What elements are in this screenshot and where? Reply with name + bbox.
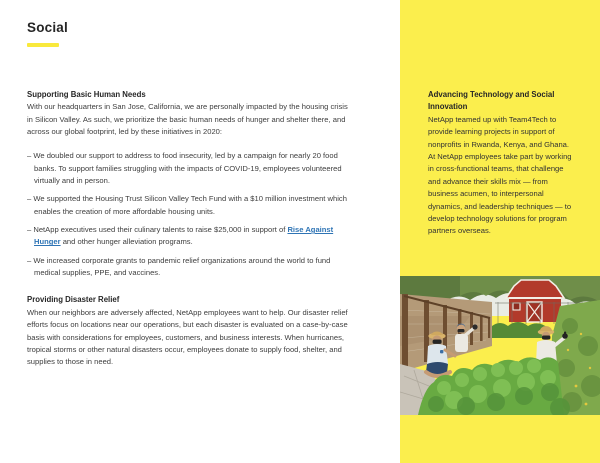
bullet-housing-trust: – We supported the Housing Trust Silicon Valley Tech Fund with a $10 million investment which enables the creation of more affordable housing units. [27, 194, 347, 216]
sidebar-heading-advancing-technology: Advancing Technology and Social Innovation [428, 90, 555, 112]
bullet-text-pre: – NetApp executives used their culinary talents to raise $25,000 in support of [27, 225, 288, 235]
initiatives-bullet-list [27, 150, 354, 279]
rise-against-hunger-link[interactable]: Rise Against Hunger [34, 225, 334, 247]
bullet-food-insecurity: – We doubled our support to address to food insecurity, led by a campaign for nearly 20 food banks. To support families struggling with the impacts of COVID-19, employees volunteered virtually and in person. [27, 151, 342, 186]
bullet-text-post: and other hunger alleviation programs. [60, 237, 193, 247]
garden-photo-illustration [400, 276, 600, 415]
bullet-pandemic-grants: – We increased corporate grants to pandemic relief organizations around the world to fund medical supplies, PPE, and vaccines. [27, 255, 331, 278]
title-underline-accent [27, 43, 59, 47]
section-heading-basic-human-needs: Supporting Basic Human Needs [27, 90, 146, 99]
bullet-rise-against-hunger [27, 224, 354, 249]
main-text-column [27, 89, 354, 369]
sidebar-paragraph: NetApp teamed up with Team4Tech to provide learning projects in support of nonprofits in Rwanda, Kenya, and Ghana. At NetApp employees take part by working in cross-functional teams, that challenge and advance their skills mix — from business acumen, to interpersonal dynamics, and leadership techniques — to develop technology solutions for program partners overseas. [428, 114, 572, 236]
section-heading-disaster-relief: Providing Disaster Relief [27, 295, 120, 305]
disaster-relief-paragraph: When our neighbors are adversely affected, NetApp employees want to help. Our disaster relief efforts focus on locations near our operations, but each disaster is evaluated on a case-by-case basis with considerations for employees, customers, and business interests. When hurricanes, tropical storms or other natural disasters occur, employees donate to supply food, shelter, and supplies to those in need. [27, 307, 348, 367]
intro-paragraph: With our headquarters in San Jose, California, we are personally impacted by the housing crisis in Silicon Valley. As such, we prioritize the basic human needs of hunger and shelter there, and across our global footprint, led by these initiatives in 2020: [27, 102, 348, 137]
page-title: Social [27, 20, 68, 35]
disaster-relief-section [27, 294, 354, 368]
garden-volunteers-photo [400, 276, 600, 415]
sidebar-text-column [428, 89, 576, 238]
